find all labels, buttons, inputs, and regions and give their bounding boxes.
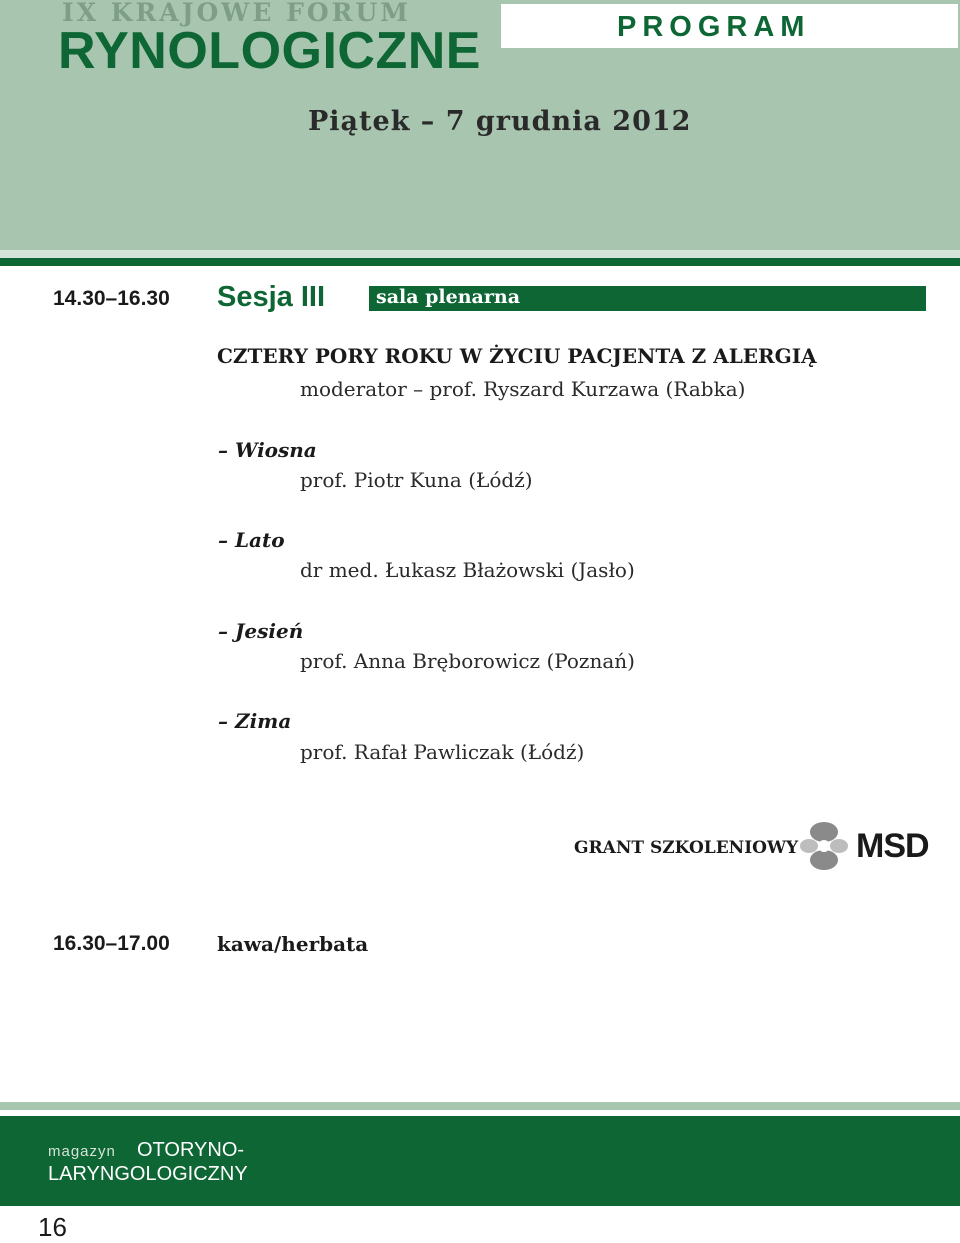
break-title: kawa/herbata xyxy=(217,932,369,956)
break-time: 16.30–17.00 xyxy=(53,932,170,955)
session-moderator: moderator – prof. Ryszard Kurzawa (Rabka) xyxy=(300,377,746,401)
footer-divider xyxy=(0,1102,960,1110)
magazine-prefix: magazyn xyxy=(48,1143,116,1160)
magazine-title-line2: LARYNGOLOGICZNY xyxy=(48,1163,248,1185)
talk-title: – Wiosna xyxy=(218,438,317,462)
talk-speaker: prof. Anna Bręborowicz (Poznań) xyxy=(300,649,635,673)
day-heading: Piątek – 7 grudnia 2012 xyxy=(308,106,692,137)
talk-title: – Lato xyxy=(218,528,285,552)
talk-speaker: dr med. Łukasz Błażowski (Jasło) xyxy=(300,558,635,582)
divider-dark xyxy=(0,258,960,266)
page-number: 16 xyxy=(38,1212,67,1242)
divider-light xyxy=(0,250,960,258)
talk-title: – Zima xyxy=(218,709,292,733)
forum-title-line2: RYNOLOGICZNE xyxy=(58,22,481,80)
magazine-title-line1: OTORYNO- xyxy=(137,1139,245,1161)
talk-speaker: prof. Rafał Pawliczak (Łódź) xyxy=(300,740,585,764)
talk-speaker: prof. Piotr Kuna (Łódź) xyxy=(300,468,533,492)
msd-logo-icon xyxy=(798,820,850,872)
session-title: Sesja III xyxy=(217,281,326,313)
room-label: sala plenarna xyxy=(376,286,521,308)
msd-logo-text: MSD xyxy=(856,827,929,865)
session-time: 14.30–16.30 xyxy=(53,287,170,310)
forum-title-line1: IX KRAJOWE FORUM xyxy=(62,0,411,27)
talk-title: – Jesień xyxy=(218,619,304,643)
session-topic: CZTERY PORY ROKU W ŻYCIU PACJENTA Z ALERGIĄ xyxy=(217,344,817,368)
program-label: PROGRAM xyxy=(617,11,811,43)
grant-label: GRANT SZKOLENIOWY xyxy=(574,838,799,858)
